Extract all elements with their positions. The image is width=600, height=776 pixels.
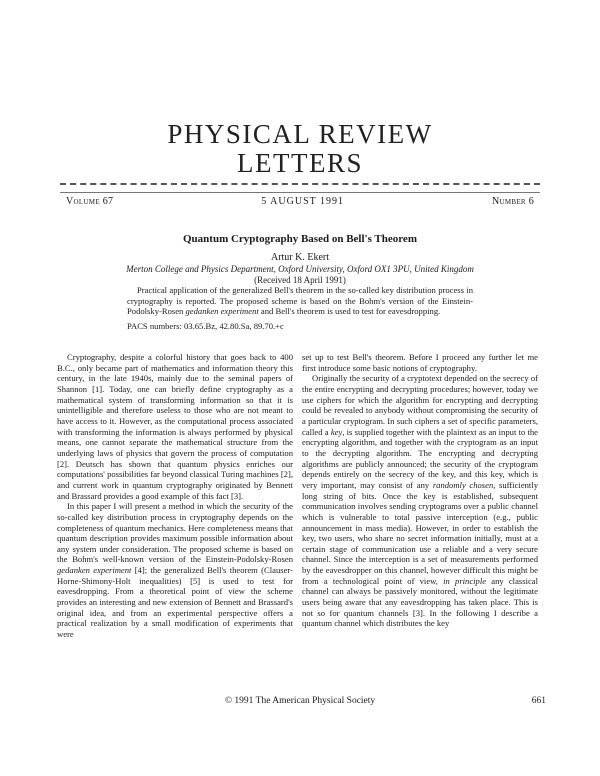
right-p1-text-e: , sufficiently long string of bits. Once the key is established, subsequent communication involves sending cryptograms over a public channel which is vulnerable to total passive interception (e.g., public announcement in mass media). However, in order to establish the key, two users, who share no secret information initially, must at a certain stage of communication use a reliable and a very secure channel. Since the interception is a set of measurements performed by the eavesdropper on this channel, however difficult this might be from a technological point of view, [302, 479, 539, 586]
page-number: 661 [531, 696, 546, 706]
volume-label: Volume 67 [66, 196, 114, 207]
author-name: Artur K. Ekert [270, 252, 330, 263]
issue-line [66, 196, 534, 207]
left-p2-italic: gedanken experiment [57, 565, 132, 576]
number-label: Number 6 [491, 196, 534, 207]
article-title: Quantum Cryptography Based on Bell's Theorem [183, 233, 417, 245]
header-rule-bottom [60, 192, 540, 193]
pacs-numbers: PACS numbers: 03.65.Bz, 42.80.Sa, 89.70.+c [127, 321, 284, 331]
abstract [127, 285, 473, 317]
right-paragraph-0: set up to test Bell's theorem. Before I proceed any further let me first introduce some basic notions of cryptography. [302, 352, 538, 373]
journal-title-line1: PHYSICAL REVIEW [167, 119, 433, 149]
abstract-text-1: Practical application of the generalized Bell's theorem in the so-called key distribution process in cryptography is reported. The proposed scheme is based on the Bohm's version of the Einstein-Podolsky-Rosen [127, 285, 473, 317]
copyright-footer: © 1991 The American Physical Society [224, 696, 376, 706]
right-p1-text-c: , is supplied together with the plaintext as an input to the encrypting algorithm, and together with the cryptogram as an input to the decrypting algorithm. The encrypting and decrypting algorithms are publicly announced; the security of the cryptogram depends entirely on the secrecy of the key, and this key, which is very important, may consist of any [302, 426, 538, 490]
left-p2-text-1: In this paper I will present a method in which the security of the so-called key distribution process in cryptography depends on the completeness of quantum mechanics. Here completeness means that quantum description provides maximum possible information about any system under consideration. The proposed scheme is based on the Bohm's well-known version of the Einstein-Podolsky-Rosen [57, 501, 293, 565]
journal-title [0, 120, 600, 178]
left-paragraph-1: Cryptography, despite a colorful history that goes back to 400 B.C., only became part of mathematics and information theory this century, in the late 1940s, mainly due to the seminal papers of Shannon [1]. Today, one can briefly define cryptography as a mathematical system of transforming information so that it is unintelligible and therefore useless to those who are not meant to have access to it. However, as the computational process associated with transforming the information is always performed by physical means, one cannot separate the mathematical structure from the underlying laws of physics that govern the process of computation [2]. Deutsch has shown that quantum physics enriches our computations' possibilities far beyond classical Turing machines [2], and current work in quantum cryptography originated by Bennett and Brassard provides a good example of this fact [3]. [57, 352, 293, 501]
author-affiliation: Merton College and Physics Department, Oxford University, Oxford OX1 3PU, United Kingdom [126, 264, 474, 274]
right-p1-italic-random: randomly chosen [432, 479, 494, 490]
right-p1-italic-key: key [330, 426, 343, 437]
abstract-italic: gedanken experiment [185, 306, 259, 317]
right-paragraph-1 [302, 373, 538, 629]
right-p1-italic-principle: in principle [443, 575, 487, 586]
header-rule-top [60, 183, 540, 185]
received-date: (Received 18 April 1991) [254, 275, 346, 285]
left-column [57, 352, 293, 640]
right-p1-text-a: Originally the security of a cryptotext depended on the secrecy of the entire encrypting and decrypting procedures; however, today we use ciphers for which the algorithm for encrypting and decrypting could be revealed to anybody without compromising the security of a particular cryptogram. In such ciphers a set of specific parameters, called a [302, 373, 538, 437]
abstract-text-2: and Bell's theorem is used to test for eavesdropping. [258, 306, 441, 317]
left-paragraph-2 [57, 501, 293, 640]
left-p2-text-2: [4]; the generalized Bell's theorem (Clauser-Horne-Shimony-Holt inequalities) [5] is used to test for eavesdropping. From a theoretical point of view the scheme provides an interesting and new extension of Bennett and Brassard's original idea, and from an experimental perspective offers a practical realization by a small modification of experiments that were [57, 565, 293, 640]
right-column [302, 352, 538, 629]
journal-title-line2: LETTERS [237, 148, 363, 178]
issue-date: 5 AUGUST 1991 [261, 196, 345, 207]
right-p1-text-g: any classical channel can always be passively monitored, without the legitimate users being aware that any eavesdropping has taken place. This is not so for quantum channels [3]. In the following I describe a quantum channel which distributes the key [302, 575, 538, 629]
